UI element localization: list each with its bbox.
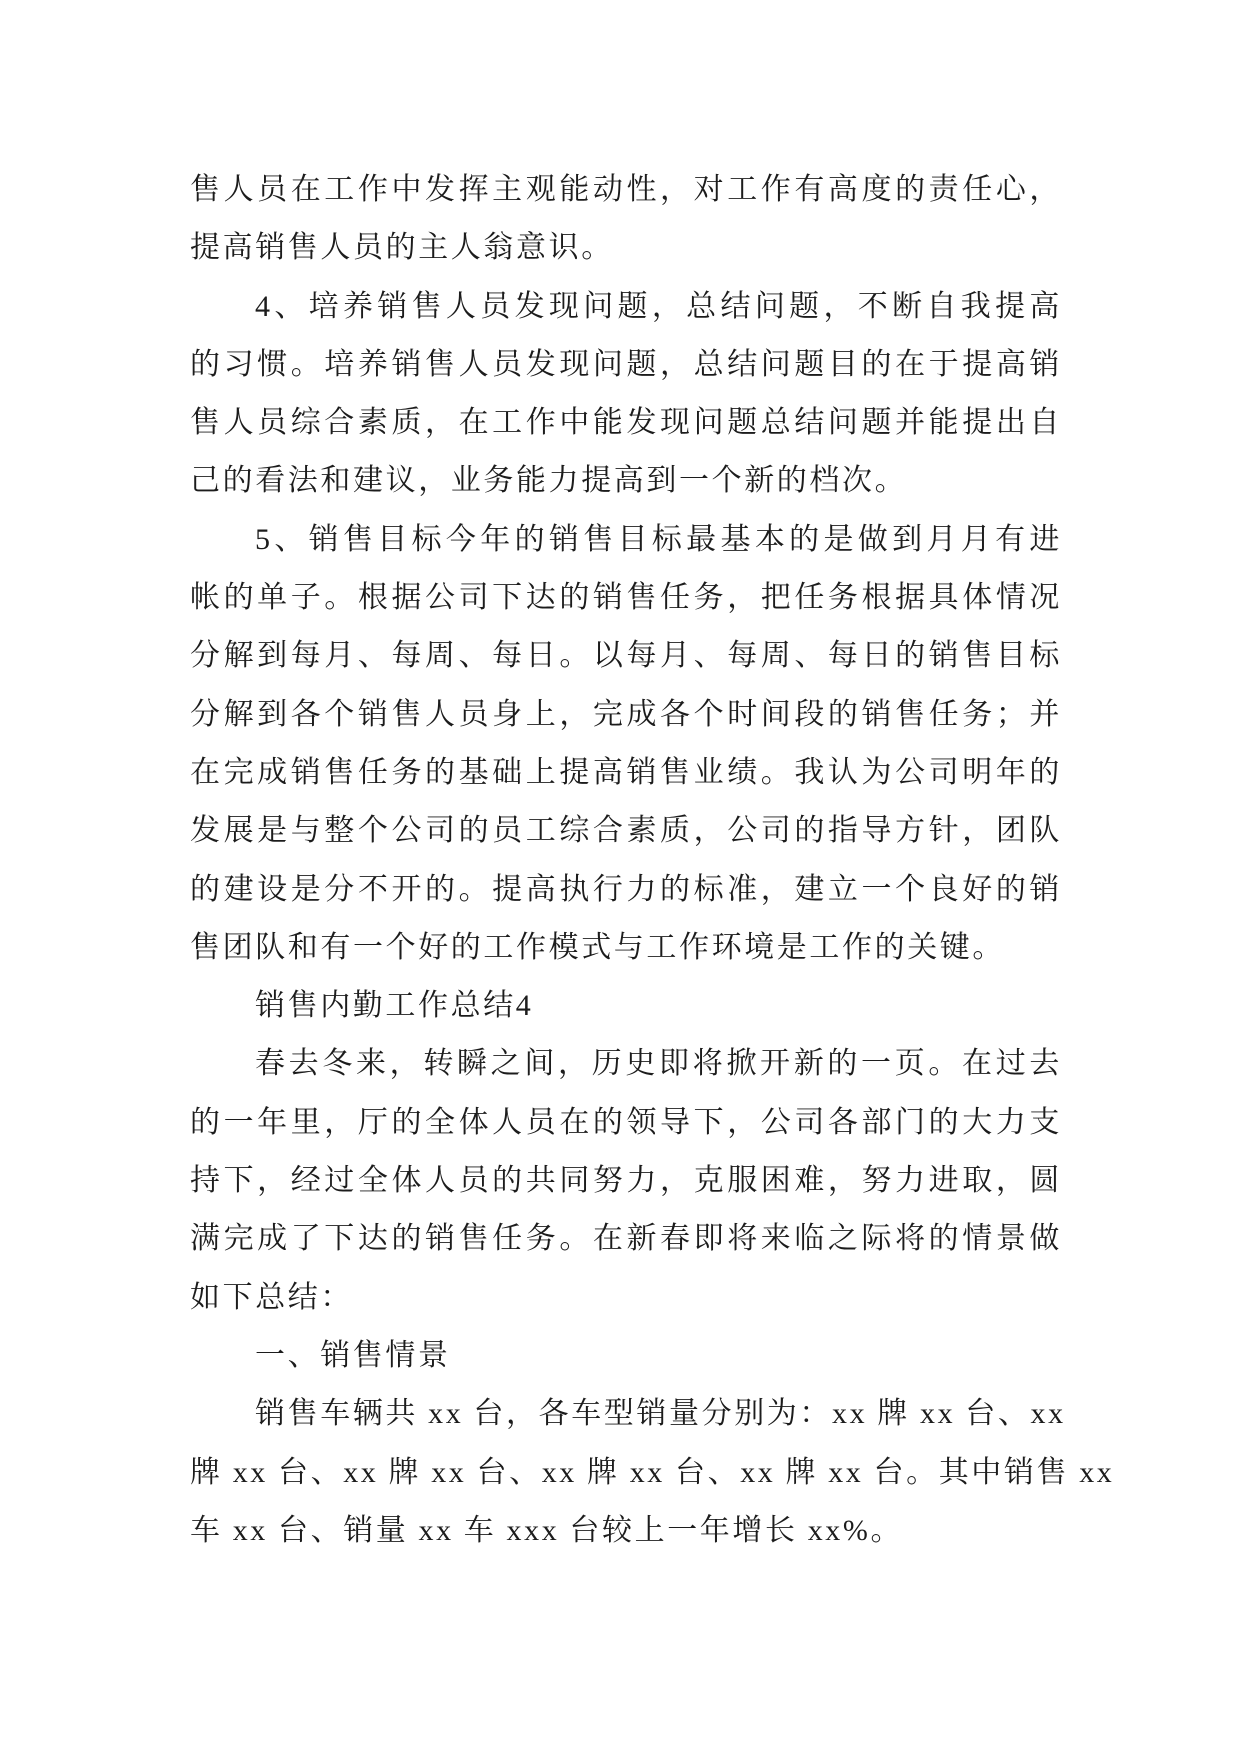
text-line: 销售车辆共 xx 台，各车型销量分别为：xx 牌 xx 台、xx xyxy=(255,1397,1066,1431)
text-line: 如下总结： xyxy=(190,1280,353,1314)
text-line: 春去冬来，转瞬之间，历史即将掀开新的一页。在过去 xyxy=(255,1047,1062,1081)
text-line: 5、销售目标今年的销售目标最基本的是做到月月有进 xyxy=(255,522,1062,556)
text-line: 的一年里，厅的全体人员在的领导下，公司各部门的大力支 xyxy=(190,1105,1062,1139)
text-line: 的建设是分不开的。提高执行力的标准，建立一个良好的销 xyxy=(190,872,1062,906)
text-line: 帐的单子。根据公司下达的销售任务，把任务根据具体情况 xyxy=(190,581,1062,615)
text-line: 售人员在工作中发挥主观能动性，对工作有高度的责任心， xyxy=(190,173,1062,206)
text-line: 提高销售人员的主人翁意识。 xyxy=(190,231,614,265)
text-line: 售人员综合素质，在工作中能发现问题总结问题并能提出自 xyxy=(190,406,1062,440)
text-line: 满完成了下达的销售任务。在新春即将来临之际将的情景做 xyxy=(190,1222,1062,1256)
paragraph-sales xyxy=(190,1385,1115,1560)
text-line: 分解到各个销售人员身上，完成各个时间段的销售任务；并 xyxy=(190,697,1062,731)
text-line: 车 xx 台、销量 xx 车 xxx 台较上一年增长 xx%。 xyxy=(190,1513,904,1547)
text-line: 的习惯。培养销售人员发现问题，总结问题目的在于提高销 xyxy=(190,347,1062,381)
text-line: 分解到每月、每周、每日。以每月、每周、每日的销售目标 xyxy=(190,639,1062,673)
text-line: 4、培养销售人员发现问题，总结问题，不断自我提高 xyxy=(255,289,1062,323)
subheading: 一、销售情景 xyxy=(255,1338,451,1372)
section-title: 销售内勤工作总结4 xyxy=(255,989,534,1023)
text-line: 牌 xx 台、xx 牌 xx 台、xx 牌 xx 台、xx 牌 xx 台。其中销售 xx xyxy=(190,1455,1115,1489)
text-line: 在完成销售任务的基础上提高销售业绩。我认为公司明年的 xyxy=(190,755,1062,789)
text-line: 售团队和有一个好的工作模式与工作环境是工作的关键。 xyxy=(190,930,1005,964)
text-line: 己的看法和建议，业务能力提高到一个新的档次。 xyxy=(190,464,908,498)
paragraph-intro xyxy=(190,1035,1062,1326)
paragraph-continued xyxy=(190,161,1062,278)
text-line: 持下，经过全体人员的共同努力，克服困难，努力进取，圆 xyxy=(190,1164,1062,1198)
document-body xyxy=(190,161,1115,1560)
paragraph-item-5 xyxy=(190,511,1062,977)
paragraph-item-4 xyxy=(190,278,1062,511)
text-line: 发展是与整个公司的员工综合素质，公司的指导方针，团队 xyxy=(190,814,1062,848)
